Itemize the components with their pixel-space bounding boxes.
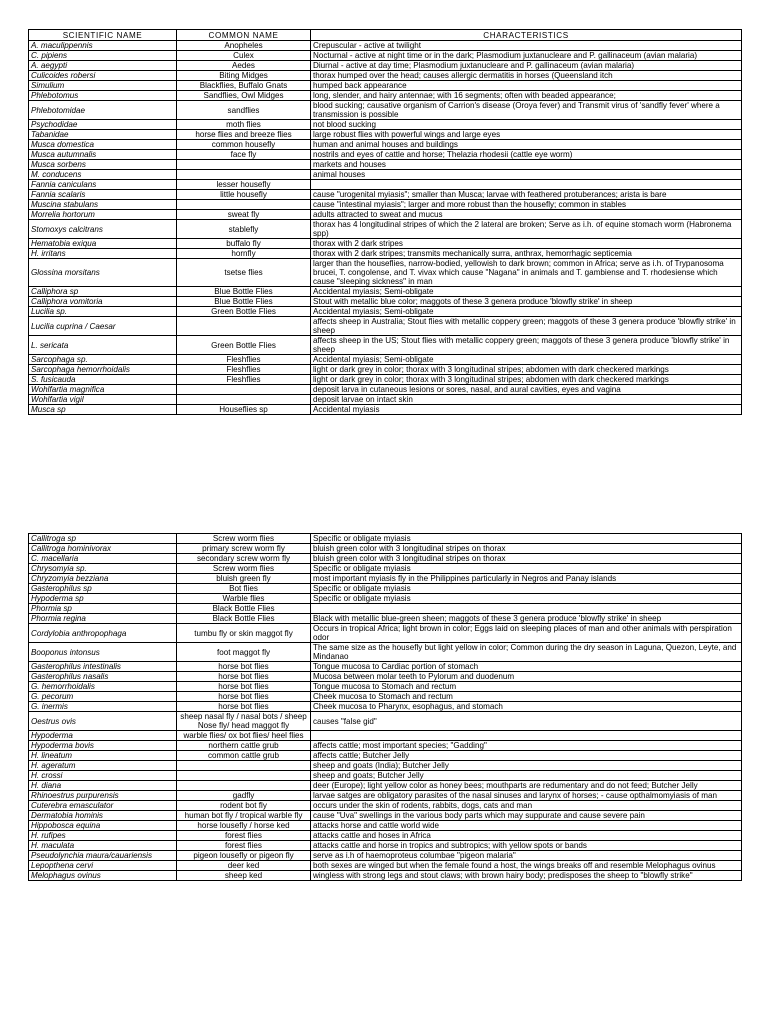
table-row bbox=[29, 317, 742, 336]
characteristics-cell: affects sheep in Australia; Stout flies with metallic coppery green; maggots of these 3 genera produce 'blowfly strike' in sheep bbox=[311, 317, 742, 336]
scientific-name-cell: Sarcophaga hemorrhoidalis bbox=[29, 365, 177, 375]
table-row bbox=[29, 287, 742, 297]
characteristics-cell: light or dark grey in color; thorax with 3 longitudinal stripes; abdomen with dark checkered markings bbox=[311, 365, 742, 375]
insect-table-part-2 bbox=[28, 533, 742, 881]
scientific-name-cell: Hematobia exiqua bbox=[29, 239, 177, 249]
scientific-name-header: SCIENTIFIC NAME bbox=[29, 30, 177, 41]
characteristics-cell: not blood sucking bbox=[311, 120, 742, 130]
scientific-name-cell: Glossina morsitans bbox=[29, 259, 177, 287]
table-row bbox=[29, 614, 742, 624]
characteristics-cell: humped back appearance bbox=[311, 81, 742, 91]
scientific-name-cell: Muscina stabulans bbox=[29, 200, 177, 210]
characteristics-cell: blood sucking; causative organism of Carrion's disease (Oroya fever) and Transmit virus of 'sandfly fever' where a transmission is possible bbox=[311, 101, 742, 120]
table-row bbox=[29, 871, 742, 881]
common-name-cell: hornfly bbox=[177, 249, 311, 259]
characteristics-cell: Crepuscular - active at twilight bbox=[311, 41, 742, 51]
common-name-cell: gadfly bbox=[177, 791, 311, 801]
characteristics-cell: thorax has 4 longitudinal stripes of which the 2 lateral are broken; Serve as i.h. of equine stomach worm (Habronema spp) bbox=[311, 220, 742, 239]
characteristics-cell: cause "intestinal myiasis"; larger and more robust than the housefly; common in stables bbox=[311, 200, 742, 210]
characteristics-cell: wingless with strong legs and stout claws; with brown hairy body; predisposes the sheep to "blowfly strike" bbox=[311, 871, 742, 881]
characteristics-cell: larvae satges are obligatory parasites of the nasal sinuses and larynx of horses; - cause opthalmomyiasis of man bbox=[311, 791, 742, 801]
scientific-name-cell: Hippobosca equina bbox=[29, 821, 177, 831]
scientific-name-cell: H. lineatum bbox=[29, 751, 177, 761]
common-name-cell bbox=[177, 385, 311, 395]
table-row bbox=[29, 841, 742, 851]
characteristics-cell: Black with metallic blue-green sheen; maggots of these 3 genera produce 'blowfly strike' in sheep bbox=[311, 614, 742, 624]
common-name-cell: warble flies/ ox bot flies/ heel flies bbox=[177, 731, 311, 741]
common-name-cell: tumbu fly or skin maggot fly bbox=[177, 624, 311, 643]
table-2-body bbox=[29, 534, 742, 881]
table-row bbox=[29, 395, 742, 405]
table-row bbox=[29, 101, 742, 120]
scientific-name-cell: C. pipiens bbox=[29, 51, 177, 61]
scientific-name-cell: Phlebotomus bbox=[29, 91, 177, 101]
common-name-cell: foot maggot fly bbox=[177, 643, 311, 662]
table-row bbox=[29, 821, 742, 831]
scientific-name-cell: H. crossi bbox=[29, 771, 177, 781]
table-row bbox=[29, 791, 742, 801]
table-row bbox=[29, 249, 742, 259]
common-name-cell: stablefly bbox=[177, 220, 311, 239]
common-name-cell bbox=[177, 761, 311, 771]
scientific-name-cell: Hypoderma sp bbox=[29, 594, 177, 604]
common-name-cell: Fleshflies bbox=[177, 355, 311, 365]
common-name-cell: Blue Bottle Flies bbox=[177, 297, 311, 307]
table-row bbox=[29, 811, 742, 821]
characteristics-cell: affects sheep in the US; Stout flies with metallic coppery green; maggots of these 3 genera produce 'blowfly strike' in sheep bbox=[311, 336, 742, 355]
characteristics-cell: Accidental myiasis; Semi-obligate bbox=[311, 355, 742, 365]
common-name-cell bbox=[177, 200, 311, 210]
common-name-cell: lesser housefly bbox=[177, 180, 311, 190]
common-name-cell: primary screw worm fly bbox=[177, 544, 311, 554]
common-name-cell: Fleshflies bbox=[177, 365, 311, 375]
scientific-name-cell: Wohlfartia vigil bbox=[29, 395, 177, 405]
scientific-name-cell: A. aegypti bbox=[29, 61, 177, 71]
table-row bbox=[29, 210, 742, 220]
scientific-name-cell: Wohlfartia magnifica bbox=[29, 385, 177, 395]
table-row bbox=[29, 220, 742, 239]
scientific-name-cell: Callitroga hominivorax bbox=[29, 544, 177, 554]
common-name-cell: horse bot flies bbox=[177, 682, 311, 692]
scientific-name-cell: H. rufipes bbox=[29, 831, 177, 841]
common-name-cell: pigeon lousefly or pigeon fly bbox=[177, 851, 311, 861]
characteristics-cell: Cheek mucosa to Pharynx, esophagus, and stomach bbox=[311, 702, 742, 712]
common-name-cell bbox=[177, 170, 311, 180]
scientific-name-cell: H. irritans bbox=[29, 249, 177, 259]
characteristics-cell: deposit larva in cutaneous lesions or sores, nasal, and aural cavities, eyes and vagina bbox=[311, 385, 742, 395]
scientific-name-cell: G. hemorrhoidalis bbox=[29, 682, 177, 692]
common-name-cell: Houseflies sp bbox=[177, 405, 311, 415]
characteristics-cell: Nocturnal - active at night time or in the dark; Plasmodium juxtanucleare and P. gallinaceum (avian malaria) bbox=[311, 51, 742, 61]
table-row bbox=[29, 365, 742, 375]
common-name-cell: northern cattle grub bbox=[177, 741, 311, 751]
common-name-cell: common housefly bbox=[177, 140, 311, 150]
common-name-cell: horse bot flies bbox=[177, 692, 311, 702]
common-name-cell: sheep nasal fly / nasal bots / sheep Nose fly/ head maggot fly bbox=[177, 712, 311, 731]
scientific-name-cell: Pseudolynchia maura/cauariensis bbox=[29, 851, 177, 861]
common-name-cell: Green Bottle Flies bbox=[177, 336, 311, 355]
common-name-cell: Fleshflies bbox=[177, 375, 311, 385]
scientific-name-cell: Stomoxys calcitrans bbox=[29, 220, 177, 239]
table-row bbox=[29, 702, 742, 712]
scientific-name-cell: Calliphora sp bbox=[29, 287, 177, 297]
common-name-cell: Warble flies bbox=[177, 594, 311, 604]
characteristics-cell: thorax humped over the head; causes allergic dermatitis in horses (Queensland itch bbox=[311, 71, 742, 81]
scientific-name-cell: Cuterebra emasculator bbox=[29, 801, 177, 811]
scientific-name-cell: Morrelia hortorum bbox=[29, 210, 177, 220]
table-row bbox=[29, 355, 742, 365]
table-row bbox=[29, 643, 742, 662]
scientific-name-cell: Psychodidae bbox=[29, 120, 177, 130]
characteristics-cell: deer (Europe); light yellow color as honey bees; mouthparts are redumentary and do not feed; Butcher Jelly bbox=[311, 781, 742, 791]
table-row bbox=[29, 385, 742, 395]
common-name-cell: Blue Bottle Flies bbox=[177, 287, 311, 297]
characteristics-cell: Stout with metallic blue color; maggots of these 3 genera produce 'blowfly strike' in sheep bbox=[311, 297, 742, 307]
scientific-name-cell: Hypoderma bovis bbox=[29, 741, 177, 751]
common-name-cell: Biting Midges bbox=[177, 71, 311, 81]
characteristics-cell: Specific or obligate myiasis bbox=[311, 594, 742, 604]
characteristics-cell: deposit larvae on intact skin bbox=[311, 395, 742, 405]
characteristics-cell: human and animal houses and buildings bbox=[311, 140, 742, 150]
common-name-cell bbox=[177, 317, 311, 336]
scientific-name-cell: G. pecorum bbox=[29, 692, 177, 702]
scientific-name-cell: H. maculata bbox=[29, 841, 177, 851]
table-row bbox=[29, 160, 742, 170]
table-row bbox=[29, 140, 742, 150]
table-row bbox=[29, 544, 742, 554]
common-name-cell: forest flies bbox=[177, 841, 311, 851]
table-row bbox=[29, 375, 742, 385]
scientific-name-cell: Culicoides robersi bbox=[29, 71, 177, 81]
table-1-body bbox=[29, 41, 742, 415]
characteristics-cell: attacks horse and cattle world wide bbox=[311, 821, 742, 831]
header-row bbox=[29, 30, 742, 41]
table-row bbox=[29, 564, 742, 574]
table-row bbox=[29, 61, 742, 71]
scientific-name-cell: Fannia caniculans bbox=[29, 180, 177, 190]
characteristics-cell: occurs under the skin of rodents, rabbits, dogs, cats and man bbox=[311, 801, 742, 811]
scientific-name-cell: Gasterophilus nasalis bbox=[29, 672, 177, 682]
characteristics-cell: Specific or obligate myiasis bbox=[311, 564, 742, 574]
scientific-name-cell: Dermatobia hominis bbox=[29, 811, 177, 821]
characteristics-cell: Cheek mucosa to Stomach and rectum bbox=[311, 692, 742, 702]
common-name-cell: Sandflies, Owl Midges bbox=[177, 91, 311, 101]
table-row bbox=[29, 170, 742, 180]
scientific-name-cell: Lepopthena cervi bbox=[29, 861, 177, 871]
characteristics-cell: affects cattle; Butcher Jelly bbox=[311, 751, 742, 761]
scientific-name-cell: Chrysomyia sp. bbox=[29, 564, 177, 574]
common-name-cell bbox=[177, 781, 311, 791]
scientific-name-cell: Hypoderma bbox=[29, 731, 177, 741]
common-name-cell: Bot flies bbox=[177, 584, 311, 594]
common-name-cell: horse lousefly / horse ked bbox=[177, 821, 311, 831]
table-row bbox=[29, 761, 742, 771]
characteristics-cell: most important myiasis fly in the Philippines particularly in Negros and Panay islands bbox=[311, 574, 742, 584]
characteristics-cell: animal houses bbox=[311, 170, 742, 180]
table-row bbox=[29, 190, 742, 200]
characteristics-cell: Mucosa between molar teeth to Pylorum and duodenum bbox=[311, 672, 742, 682]
characteristics-cell: serve as i.h of haemoproteus columbae "pigeon malaria" bbox=[311, 851, 742, 861]
characteristics-cell: both sexes are winged but when the female found a host, the wings breaks off and resemble Melophagus ovinus bbox=[311, 861, 742, 871]
common-name-cell: deer ked bbox=[177, 861, 311, 871]
common-name-cell: common cattle grub bbox=[177, 751, 311, 761]
characteristics-cell: long, slender, and hairy antennae; with 16 segments; often with beaded appearance; bbox=[311, 91, 742, 101]
table-row bbox=[29, 771, 742, 781]
table-row bbox=[29, 781, 742, 791]
common-name-cell: bluish green fly bbox=[177, 574, 311, 584]
insect-table-part-1 bbox=[28, 29, 742, 415]
scientific-name-cell: Gasterophilus intestinalis bbox=[29, 662, 177, 672]
common-name-cell: forest flies bbox=[177, 831, 311, 841]
scientific-name-cell: M. conducens bbox=[29, 170, 177, 180]
table-row bbox=[29, 682, 742, 692]
characteristics-cell: Accidental myiasis; Semi-obligate bbox=[311, 307, 742, 317]
characteristics-cell: cause "Uva" swellings in the various body parts which may suppurate and cause severe pain bbox=[311, 811, 742, 821]
common-name-cell: face fly bbox=[177, 150, 311, 160]
scientific-name-cell: Musca sorbens bbox=[29, 160, 177, 170]
table-row bbox=[29, 130, 742, 140]
common-name-cell: horse bot flies bbox=[177, 672, 311, 682]
scientific-name-cell: Phormia sp bbox=[29, 604, 177, 614]
characteristics-cell bbox=[311, 180, 742, 190]
characteristics-cell: sheep and goats (India); Butcher Jelly bbox=[311, 761, 742, 771]
table-row bbox=[29, 91, 742, 101]
table-row bbox=[29, 239, 742, 249]
common-name-cell bbox=[177, 395, 311, 405]
characteristics-cell: attacks cattle and hoses in Africa bbox=[311, 831, 742, 841]
common-name-cell: Culex bbox=[177, 51, 311, 61]
scientific-name-cell: Musca sp bbox=[29, 405, 177, 415]
characteristics-cell bbox=[311, 604, 742, 614]
common-name-cell: little housefly bbox=[177, 190, 311, 200]
common-name-cell bbox=[177, 771, 311, 781]
table-row bbox=[29, 200, 742, 210]
characteristics-cell: larger than the houseflies, narrow-bodied, yellowish to dark brown; common in Africa; serve as i.h. of Trypanosoma brucei, T. congolense, and T. vivax which cause "Nagana" in animals and T. gambiense and T. rhodesiense which cause "sleeping sickness" in man bbox=[311, 259, 742, 287]
common-name-cell: Aedes bbox=[177, 61, 311, 71]
scientific-name-cell: Gasterophilus sp bbox=[29, 584, 177, 594]
scientific-name-cell: Fannia scalaris bbox=[29, 190, 177, 200]
scientific-name-cell: Phlebotomidae bbox=[29, 101, 177, 120]
scientific-name-cell: Musca domestica bbox=[29, 140, 177, 150]
table-row bbox=[29, 672, 742, 682]
characteristics-cell: bluish green color with 3 longitudinal stripes on thorax bbox=[311, 544, 742, 554]
table-row bbox=[29, 604, 742, 614]
scientific-name-cell: S. fusicauda bbox=[29, 375, 177, 385]
scientific-name-cell: Musca autumnalis bbox=[29, 150, 177, 160]
table-row bbox=[29, 51, 742, 61]
characteristics-cell: Tongue mucosa to Stomach and rectum bbox=[311, 682, 742, 692]
common-name-cell: Blackflies, Buffalo Gnats bbox=[177, 81, 311, 91]
scientific-name-cell: Rhinoestrus purpurensis bbox=[29, 791, 177, 801]
table-row bbox=[29, 692, 742, 702]
table-row bbox=[29, 405, 742, 415]
table-row bbox=[29, 336, 742, 355]
common-name-cell: Anopheles bbox=[177, 41, 311, 51]
table-row bbox=[29, 534, 742, 544]
common-name-cell: Screw worm flies bbox=[177, 564, 311, 574]
table-row bbox=[29, 801, 742, 811]
common-name-cell: horse flies and breeze flies bbox=[177, 130, 311, 140]
common-name-cell: secondary screw worm fly bbox=[177, 554, 311, 564]
common-name-cell: horse bot flies bbox=[177, 662, 311, 672]
characteristics-cell: sheep and goats; Butcher Jelly bbox=[311, 771, 742, 781]
characteristics-cell: adults attracted to sweat and mucus bbox=[311, 210, 742, 220]
scientific-name-cell: C. macellaria bbox=[29, 554, 177, 564]
table-row bbox=[29, 594, 742, 604]
characteristics-cell: thorax with 2 dark stripes bbox=[311, 239, 742, 249]
characteristics-cell: attacks cattle and horse in tropics and subtropics; with yellow spots or bands bbox=[311, 841, 742, 851]
characteristics-cell: thorax with 2 dark stripes; transmits mechanically surra, anthrax, hemorrhagic septicemia bbox=[311, 249, 742, 259]
characteristics-cell: Specific or obligate myiasis bbox=[311, 534, 742, 544]
scientific-name-cell: Booponus intonsus bbox=[29, 643, 177, 662]
common-name-cell: Black Bottle Flies bbox=[177, 614, 311, 624]
common-name-cell: Green Bottle Flies bbox=[177, 307, 311, 317]
scientific-name-cell: Phormia regina bbox=[29, 614, 177, 624]
common-name-cell bbox=[177, 160, 311, 170]
characteristics-cell: cause "urogenital myiasis"; smaller than Musca; larvae with feathered protuberances; arista is bare bbox=[311, 190, 742, 200]
characteristics-cell: light or dark grey in color; thorax with 3 longitudinal stripes; abdomen with dark checkered markings bbox=[311, 375, 742, 385]
characteristics-header: CHARACTERISTICS bbox=[311, 30, 742, 41]
table-row bbox=[29, 584, 742, 594]
common-name-cell: sheep ked bbox=[177, 871, 311, 881]
table-row bbox=[29, 831, 742, 841]
table-row bbox=[29, 81, 742, 91]
common-name-cell: rodent bot fly bbox=[177, 801, 311, 811]
table-row bbox=[29, 731, 742, 741]
characteristics-cell: Occurs in tropical Africa; light brown in color; Eggs laid on sleeping places of man and other animals with perspiration odor bbox=[311, 624, 742, 643]
characteristics-cell: Accidental myiasis; Semi-obligate bbox=[311, 287, 742, 297]
common-name-cell: moth flies bbox=[177, 120, 311, 130]
characteristics-cell: Specific or obligate myiasis bbox=[311, 584, 742, 594]
common-name-cell: Black Bottle Flies bbox=[177, 604, 311, 614]
scientific-name-cell: Tabanidae bbox=[29, 130, 177, 140]
scientific-name-cell: Chryzomyia bezziana bbox=[29, 574, 177, 584]
table-row bbox=[29, 554, 742, 564]
scientific-name-cell: Cordylobia anthropophaga bbox=[29, 624, 177, 643]
scientific-name-cell: L. sericata bbox=[29, 336, 177, 355]
characteristics-cell: The same size as the housefly but light yellow in color; Common during the dry season in Laguna, Quezon, Leyte, and Mindanao bbox=[311, 643, 742, 662]
characteristics-cell bbox=[311, 731, 742, 741]
scientific-name-cell: Oestrus ovis bbox=[29, 712, 177, 731]
characteristics-cell: markets and houses bbox=[311, 160, 742, 170]
table-row bbox=[29, 180, 742, 190]
table-row bbox=[29, 297, 742, 307]
common-name-cell: horse bot flies bbox=[177, 702, 311, 712]
common-name-header: COMMON NAME bbox=[177, 30, 311, 41]
common-name-cell: human bot fly / tropical warble fly bbox=[177, 811, 311, 821]
table-row bbox=[29, 751, 742, 761]
table-row bbox=[29, 307, 742, 317]
characteristics-cell: nostrils and eyes of cattle and horse; Thelazia rhodesii (cattle eye worm) bbox=[311, 150, 742, 160]
scientific-name-cell: H. ageratum bbox=[29, 761, 177, 771]
table-row bbox=[29, 851, 742, 861]
table-row bbox=[29, 120, 742, 130]
table-row bbox=[29, 712, 742, 731]
characteristics-cell: bluish green color with 3 longitudinal stripes on thorax bbox=[311, 554, 742, 564]
scientific-name-cell: Lucilia sp. bbox=[29, 307, 177, 317]
scientific-name-cell: Calliphora vomitoria bbox=[29, 297, 177, 307]
common-name-cell: tsetse flies bbox=[177, 259, 311, 287]
characteristics-cell: affects cattle; most important species; "Gadding" bbox=[311, 741, 742, 751]
table-row bbox=[29, 574, 742, 584]
table-row bbox=[29, 259, 742, 287]
scientific-name-cell: A. maculippennis bbox=[29, 41, 177, 51]
characteristics-cell: Accidental myiasis bbox=[311, 405, 742, 415]
common-name-cell: sandflies bbox=[177, 101, 311, 120]
table-row bbox=[29, 41, 742, 51]
scientific-name-cell: Lucilia cuprina / Caesar bbox=[29, 317, 177, 336]
table-row bbox=[29, 71, 742, 81]
scientific-name-cell: H. diana bbox=[29, 781, 177, 791]
characteristics-cell: Tongue mucosa to Cardiac portion of stomach bbox=[311, 662, 742, 672]
scientific-name-cell: Sarcophaga sp. bbox=[29, 355, 177, 365]
table-row bbox=[29, 624, 742, 643]
characteristics-cell: causes "false gid" bbox=[311, 712, 742, 731]
common-name-cell: Screw worm flies bbox=[177, 534, 311, 544]
common-name-cell: buffalo fly bbox=[177, 239, 311, 249]
scientific-name-cell: Melophagus ovinus bbox=[29, 871, 177, 881]
table-row bbox=[29, 741, 742, 751]
scientific-name-cell: G. inermis bbox=[29, 702, 177, 712]
characteristics-cell: large robust flies with powerful wings and large eyes bbox=[311, 130, 742, 140]
table-row bbox=[29, 861, 742, 871]
scientific-name-cell: Callitroga sp bbox=[29, 534, 177, 544]
characteristics-cell: Diurnal - active at day time; Plasmodium juxtanucleare and P. gallinaceum (avian malaria) bbox=[311, 61, 742, 71]
common-name-cell: sweat fly bbox=[177, 210, 311, 220]
scientific-name-cell: Simulium bbox=[29, 81, 177, 91]
table-row bbox=[29, 662, 742, 672]
table-row bbox=[29, 150, 742, 160]
